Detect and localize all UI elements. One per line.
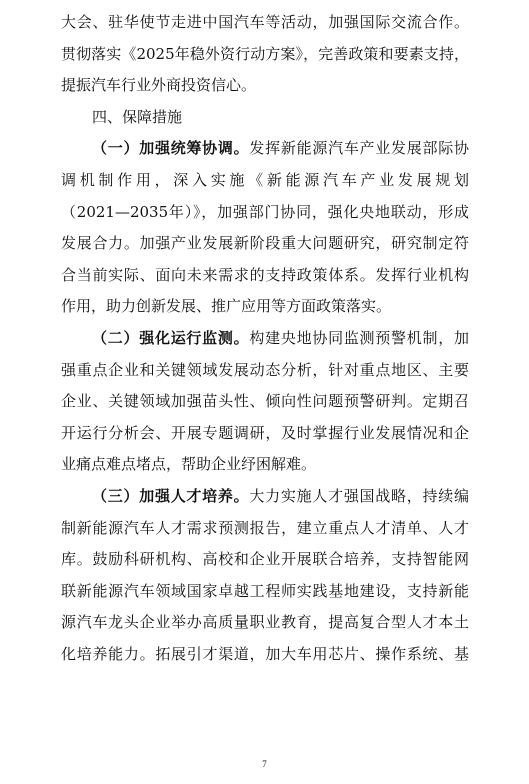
intro-line-1: 大会、驻华使节走进中国汽车等活动，加强国际交流合作。 (61, 13, 469, 31)
paragraph-2-line: 企业、关键领域加强苗头性、倾向性问题预警研判。定期召 (61, 392, 469, 411)
paragraph-2-first-line-rest: 构建央地协同监测预警机制，加 (249, 329, 469, 347)
paragraph-3-lead: （三）加强人才培养。 (92, 487, 250, 505)
paragraph-1-line: （2021—2035年）》，加强部门协同，强化央地联动，形成 (61, 202, 469, 221)
paragraph-3-first-line (92, 484, 469, 508)
paragraph-1-line: 发展合力。加强产业发展新阶段重大问题研究，研究制定符 (61, 234, 469, 253)
paragraph-3-line: 联新能源汽车领域国家卓越工程师实践基地建设，支持新能 (61, 581, 469, 600)
paragraph-3-line: 制新能源汽车人才需求预测报告，建立重点人才清单、人才 (61, 518, 469, 537)
paragraph-1-first-line (92, 136, 469, 160)
paragraph-1-line: 作用，助力创新发展、推广应用等方面政策落实。 (61, 297, 392, 316)
paragraph-3-line: 源汽车龙头企业举办高质量职业教育，提高复合型人才本土 (61, 613, 469, 632)
paragraph-2-line: 强重点企业和关键领域发展动态分析，针对重点地区、主要 (61, 360, 469, 379)
paragraph-1-line: 调机制作用，深入实施《新能源汽车产业发展规划 (61, 171, 469, 189)
paragraph-1-lead: （一）加强统筹协调。 (92, 139, 250, 158)
intro-line-2: 贯彻落实《2025年稳外资行动方案》，完善政策和要素支持， (61, 44, 469, 63)
section-heading: 四、保障措施 (92, 107, 183, 126)
paragraph-1-first-line-rest: 发挥新能源汽车产业发展部际协 (249, 139, 469, 158)
paragraph-3-line: 库。鼓励科研机构、高校和企业开展联合培养，支持智能网 (61, 550, 469, 569)
paragraph-3-line: 化培养能力。拓展引才渠道，加大车用芯片、操作系统、基 (61, 645, 469, 663)
paragraph-2-line: 开运行分析会、开展专题调研，及时掌握行业发展情况和企 (61, 423, 469, 442)
paragraph-3-first-line-rest: 大力实施人才强国战略，持续编 (249, 487, 469, 505)
paragraph-1-line: 合当前实际、面向未来需求的支持政策体系。发挥行业机构 (61, 265, 469, 284)
intro-line-3: 提振汽车行业外商投资信心。 (61, 76, 257, 95)
paragraph-2-line: 业痛点难点堵点，帮助企业纾困解难。 (61, 455, 317, 474)
paragraph-2-first-line (92, 326, 469, 350)
page-number: 7 (262, 759, 267, 769)
paragraph-2-lead: （二）强化运行监测。 (92, 329, 250, 347)
